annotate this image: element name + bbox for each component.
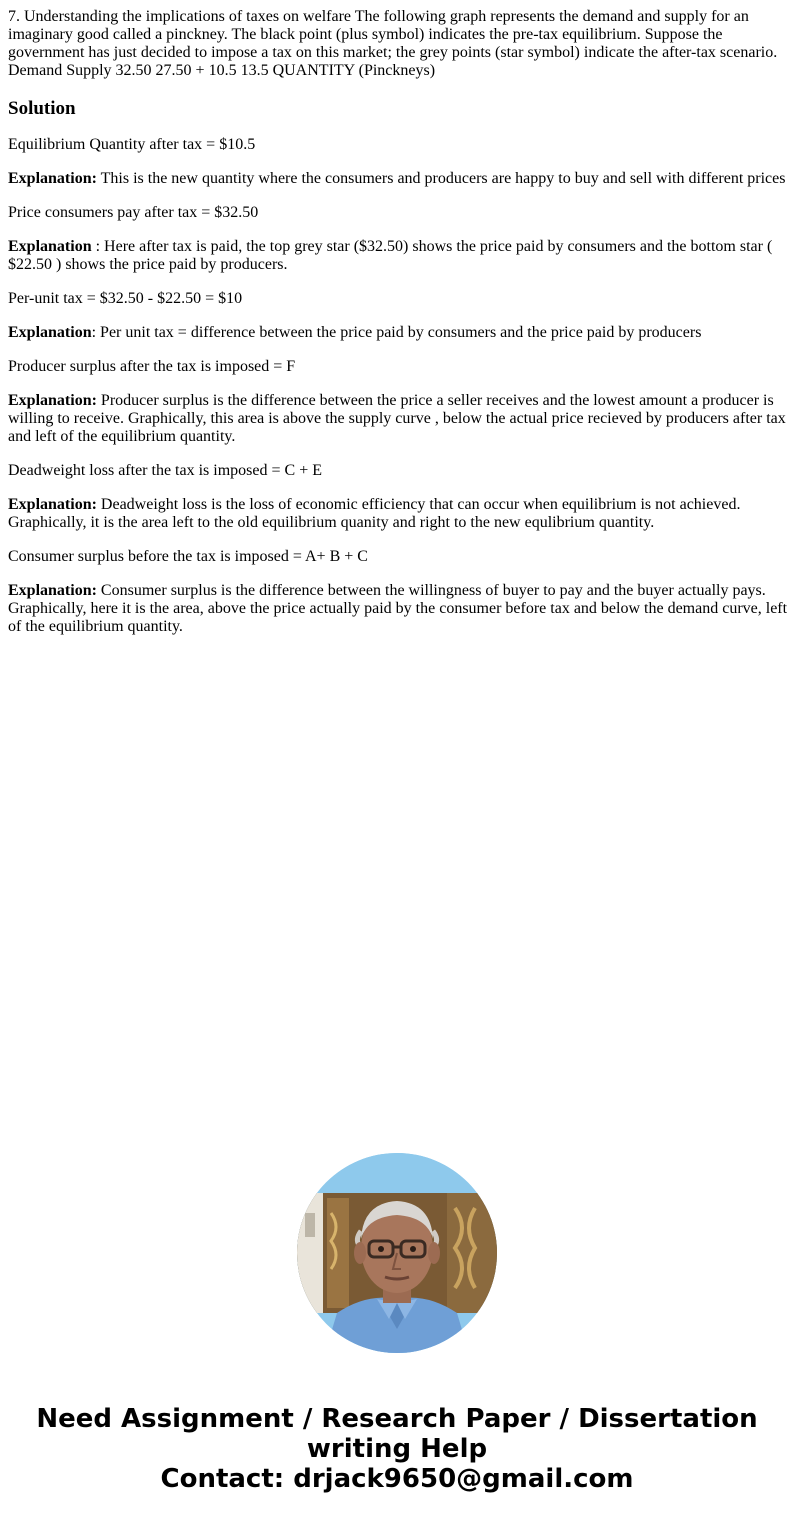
document-body	[8, 8, 788, 636]
explanation-text: : Here after tax is paid, the top grey star ($32.50) shows the price paid by consumers and the bottom star ( $22.50 ) shows the price paid by producers.	[8, 238, 773, 273]
statement-2: Price consumers pay after tax = $32.50	[8, 204, 259, 221]
statement-6: Consumer surplus before the tax is imposed = A+ B + C	[8, 548, 368, 565]
explanation-label: Explanation	[8, 238, 92, 255]
explanation-text: Deadweight loss is the loss of economic efficiency that can occur when equilibrium is not achieved. Graphically, it is the area left to the old equilibrium quanity and right to the new equlibrium quantity.	[8, 496, 741, 531]
footer-line-2: writing Help	[306, 1434, 488, 1464]
solution-heading: Solution	[8, 98, 76, 119]
explanation-text: Consumer surplus is the difference between the willingness of buyer to pay and the buyer actually pays. Graphically, here it is the area, above the price actually paid by the consumer before tax and below the demand curve, left of the equilibrium quantity.	[8, 582, 788, 635]
explanation-label: Explanation:	[8, 582, 97, 599]
explanation-4	[8, 392, 788, 446]
explanation-label: Explanation	[8, 324, 92, 341]
explanation-label: Explanation:	[8, 392, 97, 409]
explanation-6	[8, 582, 788, 636]
explanation-text: Producer surplus is the difference between the price a seller receives and the lowest amount a producer is willing to receive. Graphically, this area is above the supply curve , below the actual price recieved by producers after tax and left of the equilibrium quantity.	[8, 392, 786, 445]
explanation-1	[8, 170, 788, 188]
person-portrait-icon	[297, 1153, 497, 1353]
footer-line-1: Need Assignment / Research Paper / Dissertation	[36, 1404, 758, 1434]
explanation-2	[8, 238, 788, 274]
explanation-3	[8, 324, 788, 342]
explanation-label: Explanation:	[8, 496, 97, 513]
statement-4: Producer surplus after the tax is imposed = F	[8, 358, 296, 375]
avatar	[297, 1153, 497, 1353]
statement-5: Deadweight loss after the tax is imposed = C + E	[8, 462, 322, 479]
explanation-text: : Per unit tax = difference between the price paid by consumers and the price paid by producers	[91, 324, 702, 341]
explanation-5	[8, 496, 788, 532]
statement-1: Equilibrium Quantity after tax = $10.5	[8, 136, 256, 153]
contact-footer	[0, 1404, 794, 1494]
question-text: 7. Understanding the implications of taxes on welfare The following graph represents the demand and supply for an imaginary good called a pinckney. The black point (plus symbol) indicates the pre-tax equilibrium. Suppose the government has just decided to impose a tax on this market; the grey points (star symbol) indicate the after-tax scenario. Demand Supply 32.50 27.50 + 10.5 13.5 QUANTITY (Pinckneys)	[8, 8, 778, 79]
footer-contact-line: Contact: drjack9650@gmail.com	[160, 1464, 634, 1494]
explanation-label: Explanation:	[8, 170, 97, 187]
explanation-text: This is the new quantity where the consumers and producers are happy to buy and sell with different prices	[96, 170, 786, 187]
statement-3: Per-unit tax = $32.50 - $22.50 = $10	[8, 290, 243, 307]
